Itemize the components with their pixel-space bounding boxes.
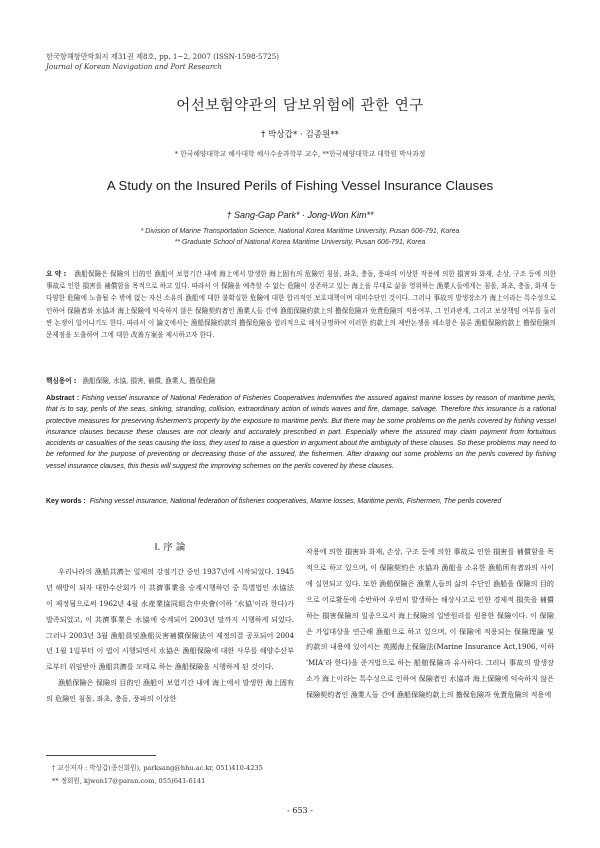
korean-abstract-label: 요 약 : xyxy=(46,270,67,278)
english-abstract-text: Fishing vessel insurance of National Federation of Fisheries Cooperatives indemnifies the assured against marine losses by reason of maritime perils, that is to say, perils of the seas, sinking, stranding, collision, extraordinary action of winds waves and fire, damage, salvage. Therefore this insurance is a rational protective measures for preserving fishermen's property by the exposure to maritime perils. But there may be some problems on the perils covered by fishing vessel insurance clauses because these clauses are not clearly and accurately prescribed in part. Especially where the assured may claim payment from fortuitous accidents or casualties of the seas causing the loss, they used to raise a question in argument about the ambiguity of these clauses. So these problems may need to be reformed for the purpose of preventing or decreasing those of the assured, the fishermen. After drawing out some problems on the perils covered by fishing vessel insurance clauses, this thesis will suggest the improving schemes on the perils covered by these clauses. xyxy=(46,395,556,470)
english-authors: † Sang-Gap Park* · Jong-Won Kim** xyxy=(226,210,374,220)
korean-abstract xyxy=(46,268,556,341)
footnote-member: ** 정회원, kjwon17@paran.com, 055)641-6141 xyxy=(52,777,206,785)
english-keywords xyxy=(46,496,556,507)
body-paragraph: 작용에 의한 損害와 화재, 손상, 구조 등에 의한 事故로 인한 損害를 補償함을 목적으로 하고 있으며, 이 保險契約은 水協과 漁船을 소유한 漁船所有者와의 사이에 실현되고 있다. 또한 漁船保險은 漁業人들의 삶의 수단인 漁船을 保險의 目的으로 어로활동에 수반하여 우연히 발생하는 해상사고로 인한 경제적 損失을 補償하는 損害保險의 일종으로서 海上保險의 일반원리를 원용한 保險이다. 이 保險은 가입대상을 연근해 漁船으로 하고 있으며, 이 保險에 적용되는 保險理論 및 約款의 내용에 있어서는 英國海上保險法(Marine Insurance Act,1906, 이하 'MIA'라 한다)을 준거법으로 하는 船舶保險과 유사하다. 그러나 事故의 발생장소가 海上이라는 특수성으로 인하여 保險者인 水協과 海上保險에 익숙하지 않은 保險契約者인 漁業人들 간에 漁船保險約款上의 擔保危險과 免責危險의 적용에 xyxy=(306,547,554,700)
korean-keywords-label: 핵심용어 : xyxy=(46,377,77,385)
section-heading-introduction: I. 序 論 xyxy=(154,542,186,553)
english-keywords-text: Fishing vessel insurance, National federation of fisheries cooperatives, Marine losses, Maritime perils, Fishermen, The perils covered xyxy=(89,498,502,505)
body-left-column xyxy=(46,540,294,707)
page-number: - 653 - xyxy=(287,806,313,815)
footnote-divider xyxy=(46,755,156,756)
english-affiliation-2: ** Graduate School of National Korea Maritime University, Pusan 606-791, Korea xyxy=(174,239,426,246)
english-abstract xyxy=(46,393,556,472)
body-paragraph: 우리나라의 漁船共濟는 일제의 강점기간 중인 1937년에 시작되었다. 1945년 해방이 되자 대한수산회가 이 共濟事業을 승계시행하던 중 특별법인 水協法이 제정됨으로써 1962년 4월 水産業協同組合中央會(이하 '水協'이라 한다)가 발족되었고, 이 共濟事業은 水協에 승계되어 2003년 말까지 시행하게 되었다. 그러나 2003년 3월 漁船員및漁船災害補償保險法이 제정의결 공포되어 2004년 1월 1일부터 이 법이 시행되면서 水協은 漁船保險에 대한 사무를 해양수산부로부터 위임받아 漁船共濟를 모태로 하는 漁船保險을 시행하게 된 것이다. xyxy=(46,566,294,672)
korean-affiliation: * 한국해양대학교 해사대학 해사수송과학부 교수, **한국해양대학교 대학원 박사과정 xyxy=(174,150,426,158)
korean-abstract-text: 漁船保險은 保險의 目的인 漁船이 보험기간 내에 海上에서 발생한 海上固有의 危險인 침몰, 좌초, 충돌, 풍파의 이상한 작용에 의한 損害와 화재, 손상, 구조 등에 의한 事故로 인한 損害를 補償함을 목적으로 하고 있다. 따라서 이 保險을 예측할 수 없는 危險이 상존하고 있는 海上을 무대로 삶을 영위하는 漁業人들에게는 침몰, 좌초, 충돌, 화재 등 다양한 危險에 노출될 수 밖에 없는 자신 소유의 漁船에 대한 불확실한 危險에 대한 합리적인 보호대책이며 대비수단인 것이다. 그러나 事故의 발생장소가 海上이라는 특수성으로 인하여 保險者와 水協과 海上保險에 익숙하지 않은 保險契約者인 漁業人들 간에 漁船保險約款上의 擔保危險과 免責危險의 적용여부, 그 인과관계, 그리고 보상책임 여부를 둘러싼 논쟁이 일어나기도 한다. 따라서 이 論文에서는 漁船保險約款의 擔保危險을 합리적으로 해석규명하여 이러한 約款上의 제반논쟁을 해소함은 물론 漁船保險約款上 擔保危險의 문제점을 도출하여 그에 대한 改善方案을 제시하고자 한다. xyxy=(46,270,557,340)
korean-title: 어선보험약관의 담보위험에 관한 연구 xyxy=(176,98,424,114)
english-keywords-label: Key words : xyxy=(46,498,86,505)
footnote-corresponding-author: † 교신저자 : 박상갑(종신회원), parksang@hhu.ac.kr, 051)410-4235 xyxy=(52,764,263,772)
journal-name: Journal of Korean Navigation and Port Research xyxy=(46,61,222,71)
body-paragraph: 漁船保險은 保險의 目的인 漁船이 보험기간 내에 海上에서 발생한 海上固有의 危險인 침몰, 좌초, 충돌, 풍파의 이상한 xyxy=(46,678,294,704)
korean-authors: † 박상갑* · 김종원** xyxy=(261,130,339,140)
english-title: A Study on the Insured Perils of Fishing Vessel Insurance Clauses xyxy=(106,178,494,193)
journal-citation: 한국항해항만학회지 제31권 제8호, pp. 1~2, 2007 (ISSN-1598-5725) xyxy=(46,52,280,61)
korean-keywords xyxy=(46,375,215,385)
korean-keywords-text: 漁船保險, 水協, 損害, 補償, 漁業人, 擔保危險 xyxy=(82,377,216,385)
english-affiliation-1: * Division of Marine Transportation Science, National Korea Maritime University, Pusan 606-791, Korea xyxy=(140,228,460,235)
english-abstract-label: Abstract : xyxy=(46,395,80,402)
journal-header xyxy=(46,52,279,71)
body-right-column xyxy=(306,544,554,703)
